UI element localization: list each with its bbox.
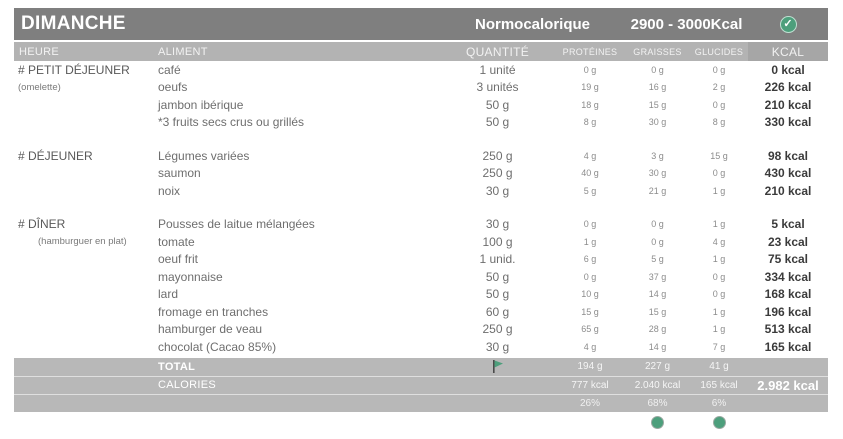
table-row bbox=[14, 61, 828, 79]
kcal-cell: 5 kcal bbox=[771, 217, 805, 232]
quantity-cell: 250 g bbox=[482, 322, 513, 337]
table-row bbox=[14, 114, 828, 132]
proteins-cell: 15 g bbox=[581, 306, 599, 317]
aliment-cell: saumon bbox=[158, 166, 201, 181]
flag-cell bbox=[440, 359, 555, 374]
fats-cell: 14 g bbox=[648, 289, 667, 300]
percent-row bbox=[14, 394, 828, 412]
quantity-cell: 3 unités bbox=[476, 80, 519, 95]
kcal-cell: 513 kcal bbox=[764, 322, 812, 337]
percent-carbs: 6% bbox=[711, 397, 727, 409]
calories-carbs: 165 kcal bbox=[700, 379, 738, 391]
fats-cell: 15 g bbox=[648, 99, 667, 110]
meal-plan-sheet bbox=[14, 8, 828, 430]
table-row bbox=[14, 321, 828, 339]
aliment-cell: oeuf frit bbox=[158, 252, 199, 267]
quantity-cell: 1 unité bbox=[479, 62, 516, 77]
col-header-heure: HEURE bbox=[19, 45, 60, 58]
col-header-aliment: ALIMENT bbox=[158, 45, 208, 58]
percent-fats: 68% bbox=[647, 397, 668, 409]
kcal-cell: 98 kcal bbox=[767, 148, 809, 163]
aliment-cell: *3 fruits secs crus ou grillés bbox=[158, 115, 305, 130]
carbs-cell: 0 g bbox=[712, 64, 726, 75]
checkmark-icon: ✓ bbox=[780, 16, 797, 33]
quantity-cell: 50 g bbox=[485, 269, 510, 284]
aliment-cell: chocolat (Cacao 85%) bbox=[158, 339, 277, 354]
quantity-cell: 50 g bbox=[485, 115, 510, 130]
proteins-cell: 18 g bbox=[581, 99, 599, 110]
diet-type-label: Normocalorique bbox=[474, 15, 591, 33]
fats-status-dot-icon bbox=[651, 416, 664, 429]
proteins-cell: 40 g bbox=[581, 168, 599, 179]
quantity-cell: 1 unid. bbox=[479, 252, 516, 267]
meal-section-subtitle: (omelette) bbox=[18, 81, 61, 93]
table-row bbox=[14, 79, 828, 97]
proteins-cell: 1 g bbox=[583, 236, 597, 247]
quantity-cell: 30 g bbox=[485, 183, 510, 198]
aliment-cell: jambon ibérique bbox=[158, 97, 244, 112]
proteins-cell: 19 g bbox=[581, 82, 599, 93]
aliment-cell: tomate bbox=[158, 234, 195, 249]
total-proteins: 194 g bbox=[577, 361, 603, 372]
carbs-cell: 1 g bbox=[712, 185, 726, 196]
proteins-cell: 0 g bbox=[583, 64, 597, 75]
col-header-glucides: GLUCIDES bbox=[694, 46, 744, 57]
kcal-cell: 196 kcal bbox=[764, 304, 812, 319]
aliment-cell: lard bbox=[158, 287, 179, 302]
meal-section-title: # DÉJEUNER bbox=[18, 148, 93, 163]
proteins-cell: 5 g bbox=[583, 185, 597, 196]
aliment-cell: Légumes variées bbox=[158, 148, 250, 163]
fats-cell: 0 g bbox=[651, 219, 664, 230]
kcal-cell: 165 kcal bbox=[764, 339, 812, 354]
quantity-cell: 60 g bbox=[485, 304, 510, 319]
table-row bbox=[14, 182, 828, 200]
fats-cell: 5 g bbox=[651, 254, 664, 265]
carbs-cell: 8 g bbox=[712, 117, 726, 128]
kcal-cell: 330 kcal bbox=[764, 115, 812, 130]
carbs-status-dot-icon bbox=[713, 416, 726, 429]
proteins-cell: 0 g bbox=[583, 271, 597, 282]
carbs-cell: 15 g bbox=[710, 150, 728, 161]
kcal-cell: 430 kcal bbox=[764, 166, 812, 181]
fats-cell: 0 g bbox=[651, 236, 664, 247]
status-dots-row bbox=[14, 415, 828, 430]
proteins-cell: 8 g bbox=[583, 117, 597, 128]
percent-proteins: 26% bbox=[579, 397, 600, 409]
carbs-cell: 0 g bbox=[712, 168, 726, 179]
kcal-cell: 210 kcal bbox=[764, 97, 812, 112]
table-row bbox=[14, 147, 828, 165]
table-row bbox=[14, 96, 828, 114]
proteins-cell: 10 g bbox=[581, 289, 599, 300]
col-header-proteines: PROTÉINES bbox=[562, 46, 618, 57]
kcal-cell: 168 kcal bbox=[764, 287, 812, 302]
kcal-cell: 75 kcal bbox=[767, 252, 809, 267]
quantity-cell: 50 g bbox=[485, 97, 510, 112]
col-header-quantite: QUANTITÉ bbox=[465, 44, 530, 59]
quantity-cell: 30 g bbox=[485, 217, 510, 232]
aliment-cell: oeufs bbox=[158, 80, 188, 95]
carbs-cell: 2 g bbox=[712, 82, 726, 93]
total-row bbox=[14, 358, 828, 376]
aliment-cell: hamburger de veau bbox=[158, 322, 263, 337]
page-title: DIMANCHE bbox=[21, 13, 126, 34]
fats-cell: 15 g bbox=[648, 306, 667, 317]
table-row bbox=[14, 338, 828, 356]
table-row bbox=[14, 251, 828, 269]
fats-cell: 30 g bbox=[648, 117, 667, 128]
kcal-cell: 23 kcal bbox=[767, 234, 809, 249]
carbs-cell: 1 g bbox=[712, 306, 726, 317]
column-header-row bbox=[14, 42, 828, 61]
kcal-cell: 0 kcal bbox=[771, 62, 805, 77]
fats-cell: 30 g bbox=[648, 168, 667, 179]
fats-cell: 3 g bbox=[651, 150, 664, 161]
total-label: TOTAL bbox=[158, 360, 196, 373]
fats-cell: 37 g bbox=[648, 271, 667, 282]
table-body bbox=[14, 61, 828, 356]
table-row bbox=[14, 165, 828, 183]
fats-cell: 14 g bbox=[648, 341, 667, 352]
carbs-cell: 1 g bbox=[712, 254, 726, 265]
carbs-cell: 0 g bbox=[712, 99, 726, 110]
col-header-kcal: KCAL bbox=[748, 42, 828, 61]
meal-section-title: # PETIT DÉJEUNER bbox=[18, 62, 130, 77]
total-fats: 227 g bbox=[644, 361, 671, 372]
carbs-cell: 4 g bbox=[712, 236, 726, 247]
table-row bbox=[14, 286, 828, 304]
kcal-cell: 334 kcal bbox=[764, 269, 812, 284]
kcal-cell: 226 kcal bbox=[764, 80, 812, 95]
carbs-cell: 0 g bbox=[712, 271, 726, 282]
quantity-cell: 250 g bbox=[482, 148, 513, 163]
calories-row bbox=[14, 376, 828, 394]
carbs-cell: 0 g bbox=[712, 289, 726, 300]
quantity-cell: 100 g bbox=[482, 234, 513, 249]
quantity-cell: 50 g bbox=[485, 287, 510, 302]
total-kcal-value: 2.982 kcal bbox=[757, 377, 819, 393]
fats-cell: 0 g bbox=[651, 64, 664, 75]
aliment-cell: café bbox=[158, 62, 181, 77]
proteins-cell: 0 g bbox=[583, 219, 597, 230]
table-row bbox=[14, 233, 828, 251]
title-bar bbox=[14, 8, 828, 42]
fats-cell: 28 g bbox=[648, 324, 667, 335]
proteins-cell: 6 g bbox=[583, 254, 597, 265]
calories-label: CALORIES bbox=[158, 379, 217, 391]
total-carbs: 41 g bbox=[709, 361, 729, 372]
kcal-range-label: 2900 - 3000Kcal bbox=[630, 15, 743, 33]
fats-cell: 16 g bbox=[648, 82, 667, 93]
kcal-cell: 210 kcal bbox=[764, 183, 812, 198]
proteins-cell: 4 g bbox=[583, 150, 597, 161]
table-row bbox=[14, 268, 828, 286]
col-header-graisses: GRAISSES bbox=[633, 46, 682, 57]
meal-section-title: # DÎNER bbox=[18, 217, 66, 232]
totals-footer bbox=[14, 358, 828, 412]
aliment-cell: fromage en tranches bbox=[158, 304, 269, 319]
meal-section-subtitle: (hamburguer en plat) bbox=[38, 236, 127, 248]
calories-fats: 2.040 kcal bbox=[634, 379, 681, 391]
aliment-cell: noix bbox=[158, 183, 181, 198]
calories-proteins: 777 kcal bbox=[571, 379, 609, 391]
quantity-cell: 250 g bbox=[482, 166, 513, 181]
proteins-cell: 65 g bbox=[581, 324, 599, 335]
proteins-cell: 4 g bbox=[583, 341, 597, 352]
aliment-cell: Pousses de laitue mélangées bbox=[158, 217, 315, 232]
fats-cell: 21 g bbox=[648, 185, 667, 196]
table-row bbox=[14, 216, 828, 234]
carbs-cell: 1 g bbox=[712, 219, 726, 230]
check-cell bbox=[748, 16, 828, 33]
table-row bbox=[14, 303, 828, 321]
carbs-cell: 7 g bbox=[712, 341, 726, 352]
flag-icon bbox=[491, 359, 504, 374]
quantity-cell: 30 g bbox=[485, 339, 510, 354]
aliment-cell: mayonnaise bbox=[158, 269, 223, 284]
carbs-cell: 1 g bbox=[712, 324, 726, 335]
